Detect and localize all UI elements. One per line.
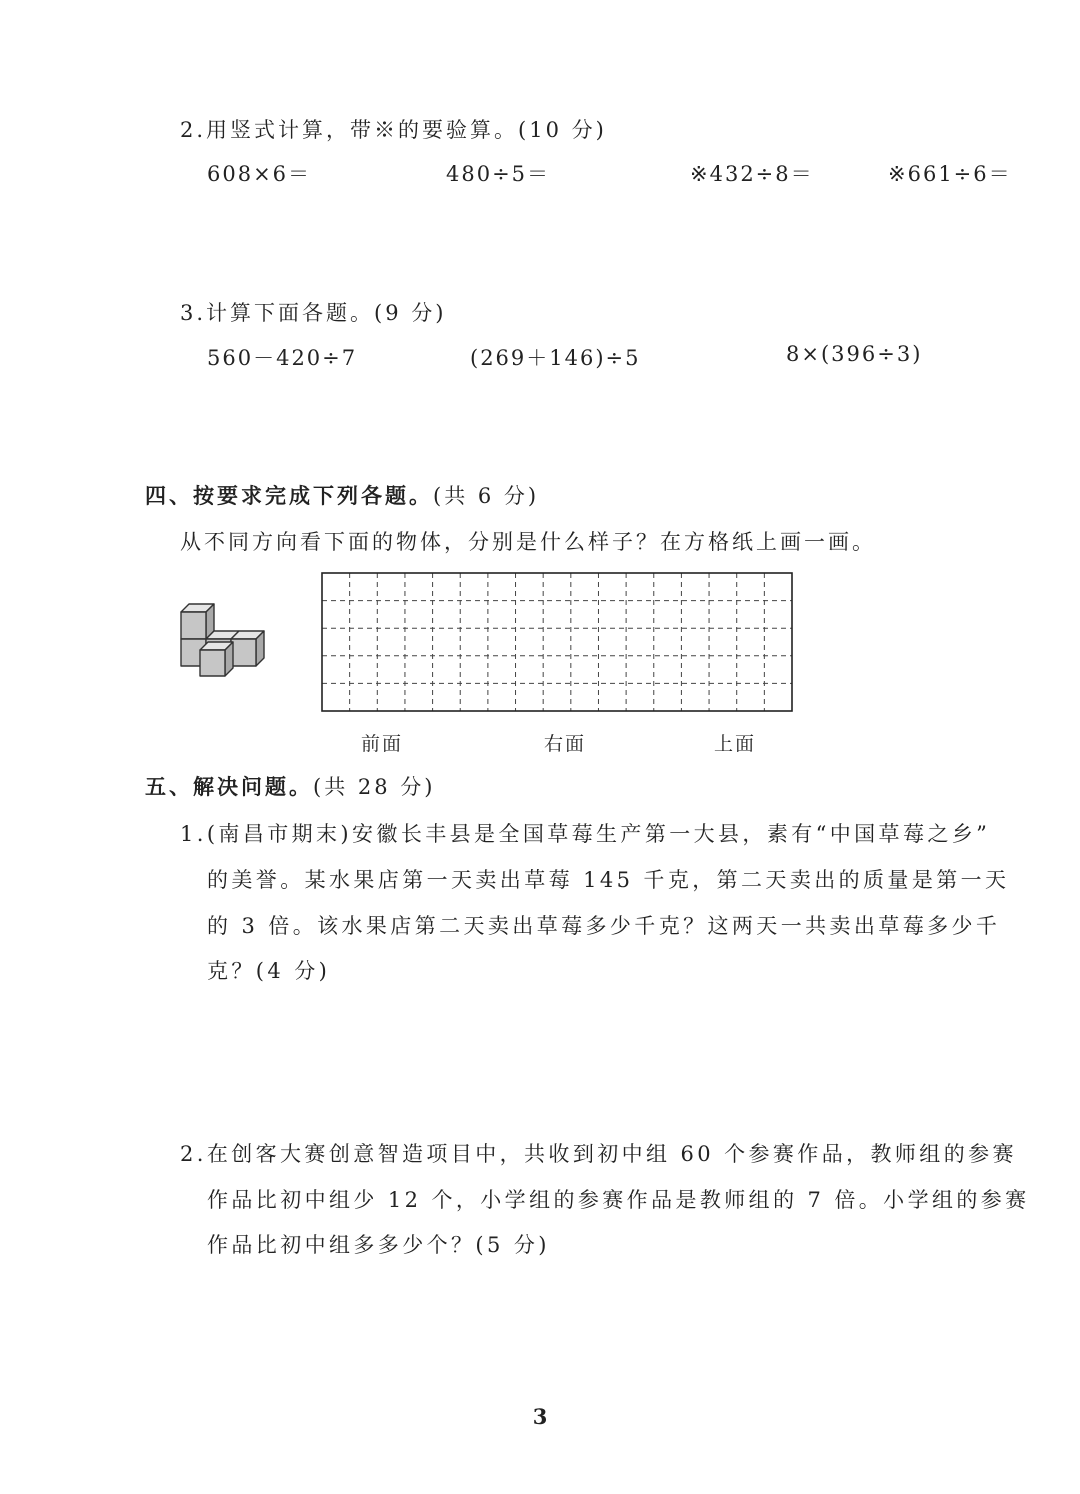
section-4-points: (共 6 分) xyxy=(433,484,540,508)
grid-border xyxy=(322,573,792,711)
problem-1-line: 的美誉。某水果店第一天卖出草莓 145 千克，第二天卖出的质量是第一天 xyxy=(207,868,1010,892)
calc-expression: 480÷5＝ xyxy=(446,162,551,186)
calc-expression: 560－420÷7 xyxy=(207,346,358,370)
problem-1-line: 克？(4 分) xyxy=(207,959,331,983)
problem-2-line: 2.在创客大赛创意智造项目中，共收到初中组 60 个参赛作品，教师组的参赛 xyxy=(180,1142,1017,1166)
cube-face xyxy=(181,612,206,639)
view-label-top: 上面 xyxy=(714,733,757,755)
page-number: 3 xyxy=(532,1404,548,1429)
calc-expression: 8×(396÷3) xyxy=(786,342,923,366)
problem-1-line: 的 3 倍。该水果店第二天卖出草莓多少千克？这两天一共卖出草莓多少千 xyxy=(207,914,1001,938)
section-5-heading xyxy=(145,771,435,801)
problem-1-line: 1.(南昌市期末)安徽长丰县是全国草莓生产第一大县，素有“中国草莓之乡” xyxy=(180,822,991,846)
question-3-title: 3.计算下面各题。(9 分) xyxy=(180,301,447,325)
cube-face xyxy=(231,639,256,666)
square-grid-paper[interactable] xyxy=(321,572,793,712)
cube-stack-figure xyxy=(178,600,274,680)
section-4-heading xyxy=(145,480,539,510)
calc-expression-verify: ※661÷6＝ xyxy=(888,162,1012,186)
calc-expression: 608×6＝ xyxy=(207,162,312,186)
section-5-title: 五、解决问题。 xyxy=(145,775,313,799)
calc-expression: (269＋146)÷5 xyxy=(470,346,641,370)
view-label-front: 前面 xyxy=(361,733,404,755)
problem-2-line: 作品比初中组多多少个？(5 分) xyxy=(207,1233,550,1257)
calc-expression-verify: ※432÷8＝ xyxy=(690,162,814,186)
question-2-title: 2.用竖式计算，带※的要验算。(10 分) xyxy=(180,118,607,142)
problem-2-line: 作品比初中组少 12 个，小学组的参赛作品是教师组的 7 倍。小学组的参赛 xyxy=(207,1188,1030,1212)
section-5-points: (共 28 分) xyxy=(313,775,436,799)
cube-face xyxy=(200,650,225,676)
section-4-title: 四、按要求完成下列各题。 xyxy=(145,484,433,508)
view-label-right: 右面 xyxy=(544,733,587,755)
section-4-instruction: 从不同方向看下面的物体，分别是什么样子？在方格纸上画一画。 xyxy=(180,530,876,554)
